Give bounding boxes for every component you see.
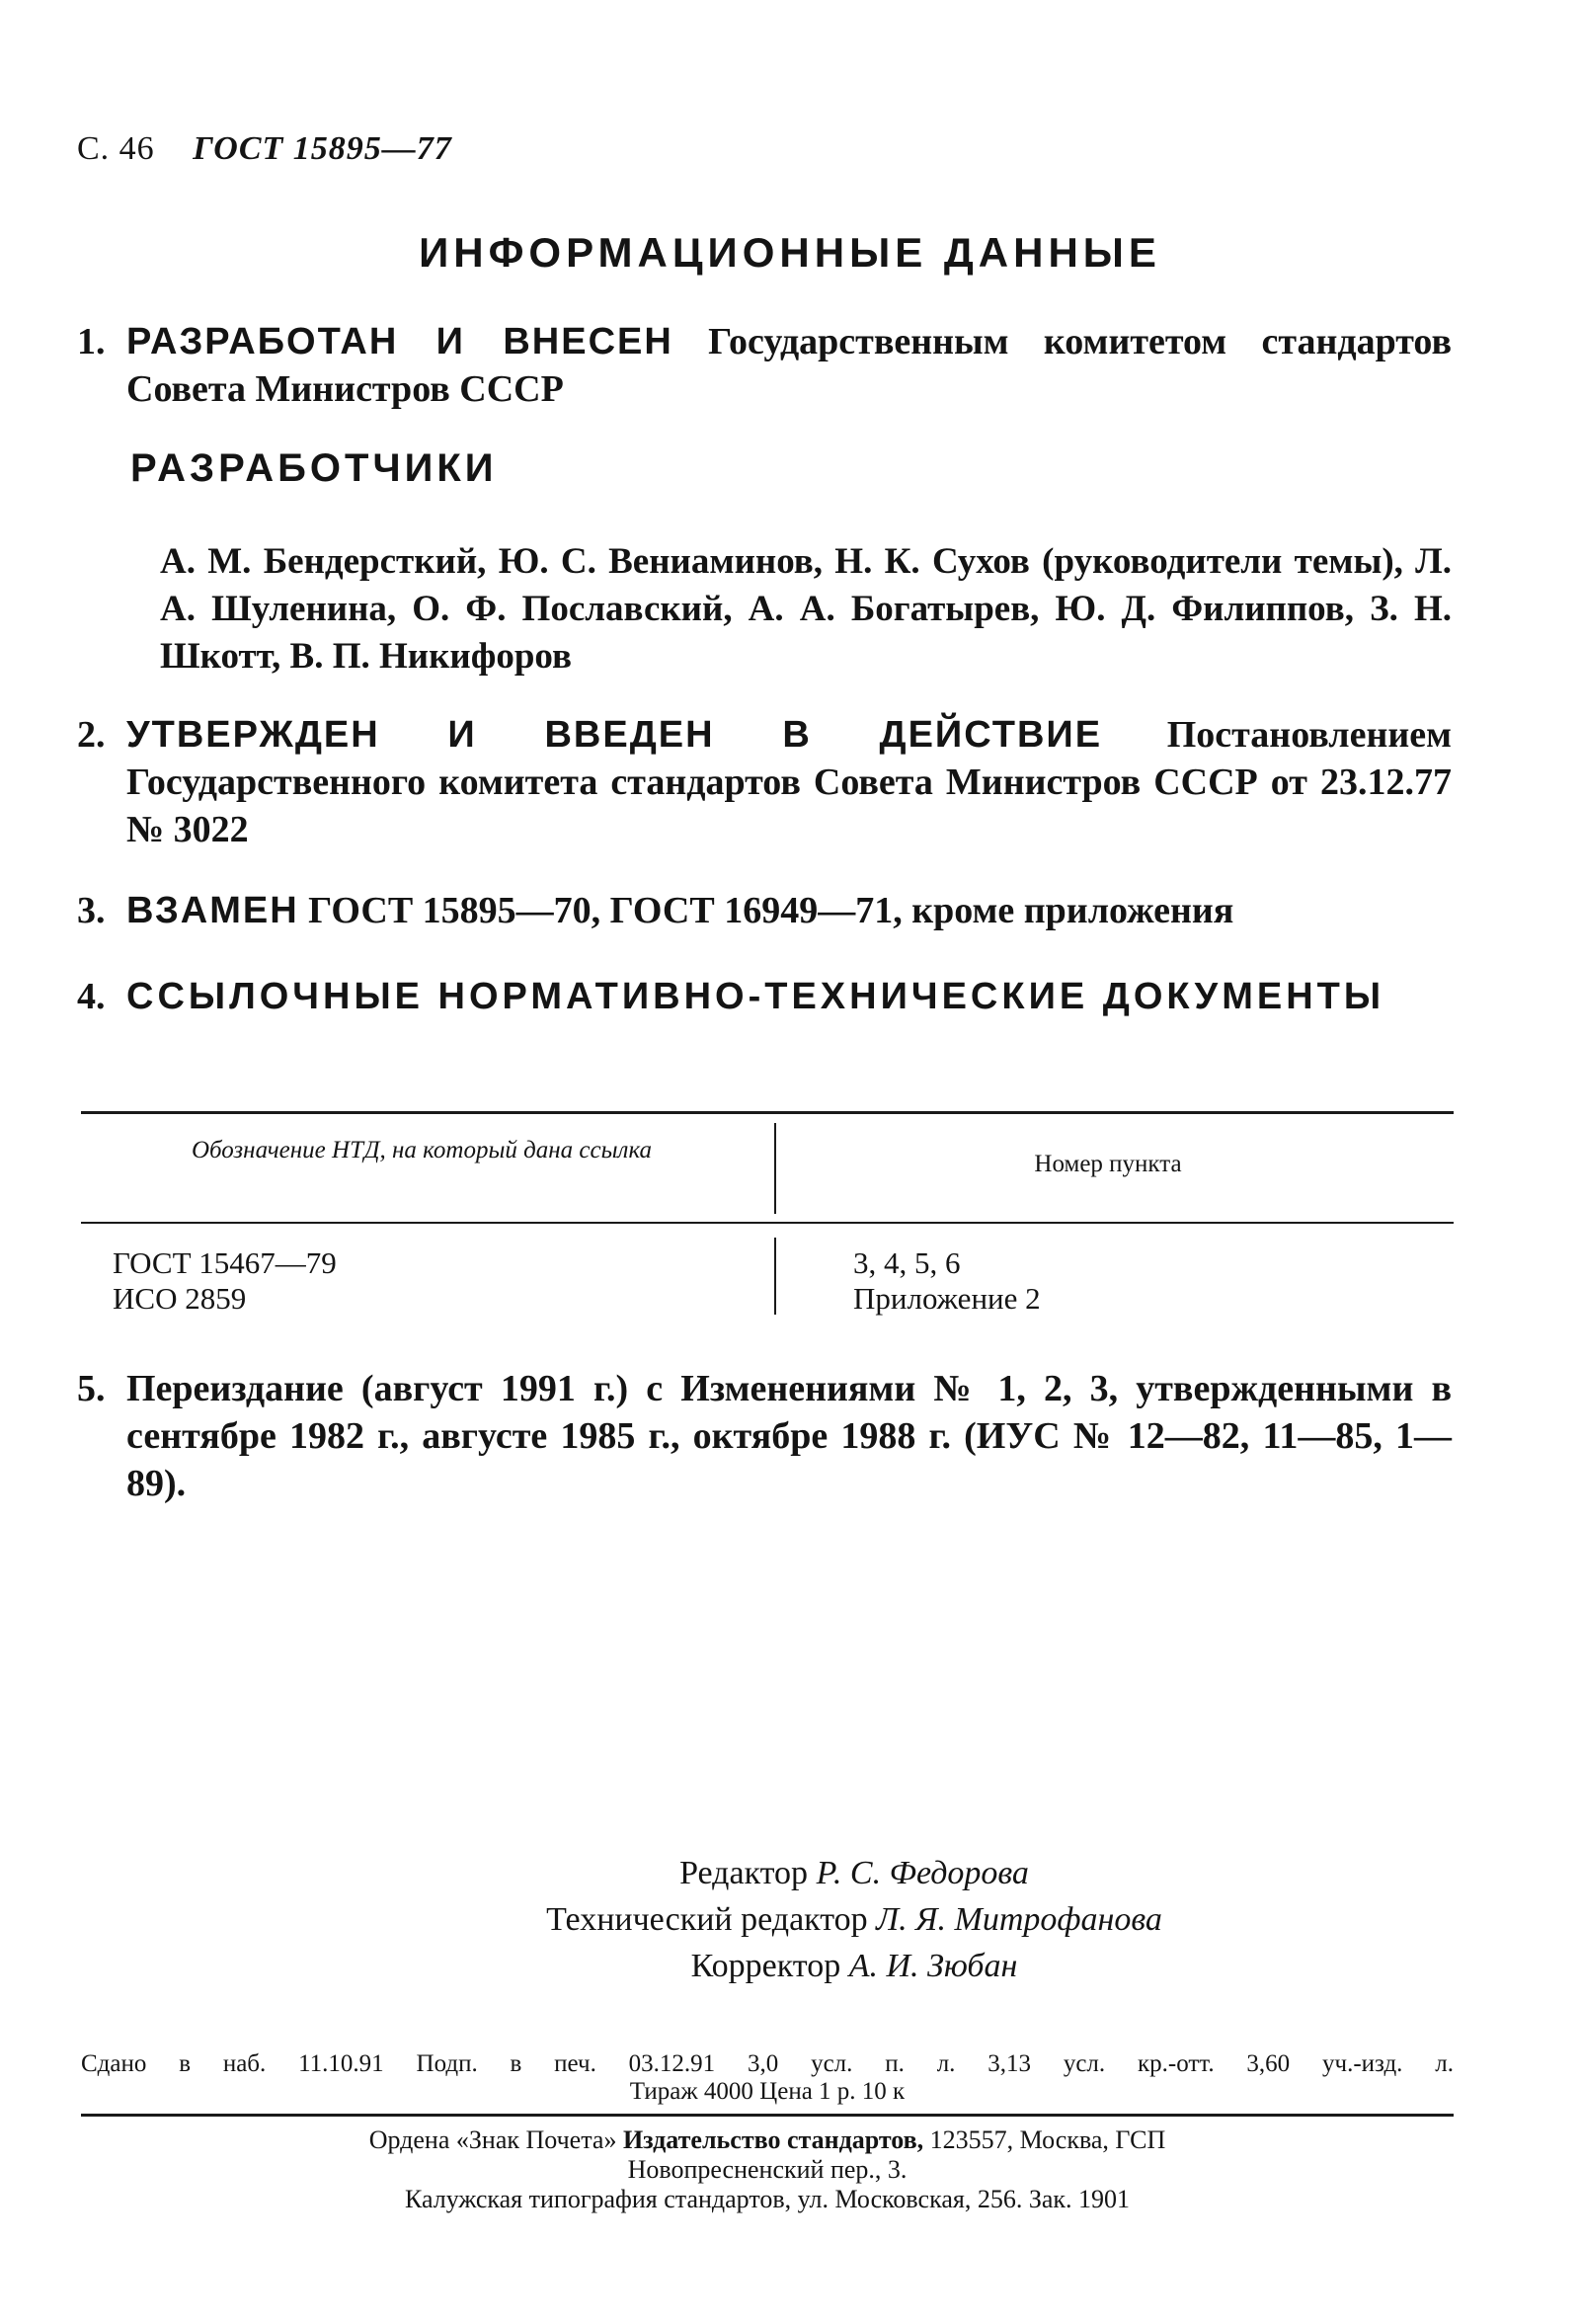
item-heading: ВЗАМЕН [126, 890, 299, 931]
credit-technical-editor [0, 1901, 1580, 1939]
credit-name: Р. С. Федорова [816, 1855, 1029, 1891]
table-cell-clause: 3, 4, 5, 6 [853, 1245, 961, 1280]
developers-list: А. М. Бендерсткий, Ю. С. Вениаминов, Н. К. Сухов (руководители темы), Л. А. Шуленина, О. Ф. Пославский, А. А. Богатырев, Ю. Д. Филиппов, З. Н. Шкотт, В. П. Никифоров [160, 541, 1452, 677]
footer-rule [81, 2114, 1454, 2117]
item-heading: УТВЕРЖДЕН И ВВЕДЕН В ДЕЙСТВИЕ [126, 714, 1103, 756]
item-text: Постановлением Государственного комитета стандартов Совета Министров СССР от 23.12.77 № 3022 [126, 714, 1452, 850]
credit-editor [0, 1855, 1580, 1892]
print-imprint [81, 2050, 1454, 2106]
credit-name: Л. Я. Митрофанова [876, 1901, 1162, 1938]
table-cell-document: ИСО 2859 [113, 1281, 247, 1316]
publisher-line-3: Калужская типография стандартов, ул. Московская, 256. Зак. 1901 [404, 2185, 1131, 2213]
column-header-document: Обозначение НТД, на который дана ссылка [191, 1137, 653, 1163]
table-cell-clause: Приложение 2 [853, 1281, 1041, 1316]
table-column-divider [774, 1238, 776, 1315]
item-number: 5. [77, 1368, 106, 1409]
item-heading: РАЗРАБОТАН И ВНЕСЕН [126, 321, 673, 362]
publisher-line-1 [81, 2125, 1454, 2155]
credit-name: А. И. Зюбан [848, 1948, 1018, 1984]
info-item-5 [77, 1365, 1452, 1507]
credit-role: Редактор [679, 1855, 809, 1891]
imprint-line-2: Тираж 4000 Цена 1 р. 10 к [629, 2078, 906, 2105]
credit-role: Технический редактор [546, 1901, 868, 1938]
imprint-line-1: Сдано в наб. 11.10.91 Подп. в печ. 03.12.91 3,0 усл. п. л. 3,13 усл. кр.-отт. 3,60 уч.-изд. л. [81, 2050, 1454, 2077]
item-text: Переиздание (август 1991 г.) с Изменениями № 1, 2, 3, утвержденными в сентябре 1982 г., августе 1985 г., октябре 1988 г. (ИУС № 12—82, 11—85, 1—89). [126, 1368, 1452, 1504]
table-cell-document: ГОСТ 15467—79 [113, 1245, 337, 1280]
table-header-rule [81, 1222, 1454, 1224]
item-heading: ССЫЛОЧНЫЕ НОРМАТИВНО-ТЕХНИЧЕСКИЕ ДОКУМЕНТЫ [126, 976, 1385, 1017]
table-top-rule [81, 1111, 1454, 1114]
item-number: 4. [77, 976, 106, 1017]
column-header-clause: Номер пункта [1034, 1151, 1182, 1177]
item-number: 2. [77, 714, 106, 756]
credit-corrector [0, 1948, 1580, 1985]
standard-number: ГОСТ 15895—77 [193, 130, 452, 167]
info-item-2 [77, 711, 1452, 853]
info-item-4 [77, 973, 1452, 1020]
developers-heading: РАЗРАБОТЧИКИ [130, 446, 498, 490]
item-number: 3. [77, 890, 106, 931]
reference-documents-table [81, 1111, 1454, 1319]
publisher-address: 123557, Москва, ГСП [929, 2125, 1166, 2154]
document-title: ИНФОРМАЦИОННЫЕ ДАННЫЕ [419, 229, 1161, 276]
item-text: Государственным комитетом стандартов Совета Министров СССР [126, 321, 1453, 410]
page-header [77, 130, 452, 168]
item-number: 1. [77, 321, 106, 362]
info-item-1 [77, 318, 1452, 413]
credit-role: Корректор [690, 1948, 841, 1984]
info-item-3 [77, 887, 1452, 934]
publisher-info [81, 2125, 1454, 2214]
page-number: С. 46 [77, 130, 155, 167]
publisher-order: Ордена «Знак Почета» [368, 2125, 617, 2154]
publisher-name: Издательство стандартов, [622, 2125, 924, 2154]
table-column-divider [774, 1123, 776, 1214]
publisher-line-2: Новопресненский пер., 3. [627, 2155, 908, 2184]
item-text: ГОСТ 15895—70, ГОСТ 16949—71, кроме приложения [308, 890, 1234, 931]
